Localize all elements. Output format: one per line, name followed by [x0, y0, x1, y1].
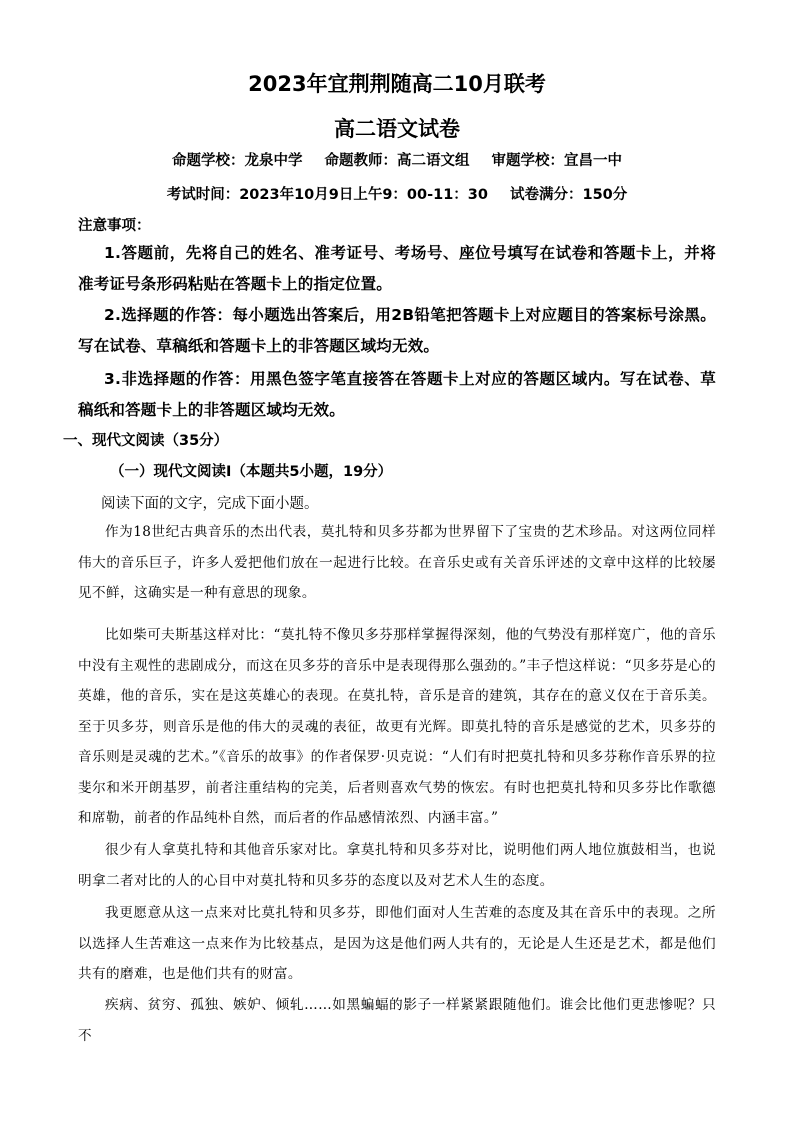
full-score: 试卷满分：150分 — [509, 187, 628, 203]
passage-paragraph: 作为18世纪古典音乐的杰出代表，莫扎特和贝多芬都为世界留下了宝贵的艺术珍品。对这两位同样伟大的音乐巨子，许多人爱把他们放在一起进行比较。在音乐史或有关音乐评述的文章中这样的比较屡见不鲜，这确实是一种有意思的现象。 — [78, 524, 716, 601]
passage-paragraph: 很少有人拿莫扎特和其他音乐家对比。拿莫扎特和贝多芬对比，说明他们两人地位旗鼓相当，也说明拿二者对比的人的心目中对莫扎特和贝多芬的态度以及对艺术人生的态度。 — [78, 842, 716, 889]
notice-item: 2.选择题的作答：每小题选出答案后，用2B铅笔把答题卡上对应题目的答案标号涂黑。写在试卷、草稿纸和答题卡上的非答题区域均无效。 — [78, 306, 716, 355]
paper-title: 高二语文试卷 — [334, 117, 460, 141]
notice-item: 1.答题前，先将自己的姓名、准考证号、考场号、座位号填写在试卷和答题卡上，并将准考证号条形码粘贴在答题卡上的指定位置。 — [78, 244, 716, 293]
notice-heading: 注意事项： — [78, 218, 151, 234]
notice-item: 3.非选择题的作答：用黑色签字笔直接答在答题卡上对应的答题区域内。写在试卷、草稿纸和答题卡上的非答题区域均无效。 — [78, 370, 716, 419]
passage-paragraph: 我更愿意从这一点来对比莫扎特和贝多芬，即他们面对人生苦难的态度及其在音乐中的表现。之所以选择人生苦难这一点来作为比较基点，是因为这是他们两人共有的，无论是人生还是艺术，都是他们共有的磨难，也是他们共有的财富。 — [78, 905, 716, 982]
exam-time-line — [0, 183, 794, 204]
exam-setters-line — [0, 149, 794, 170]
setting-teacher: 命题教师：高二语文组 — [324, 153, 470, 169]
passage-paragraph: 比如柴可夫斯基这样对比：“莫扎特不像贝多芬那样掌握得深刻，他的气势没有那样宽广，他的音乐中没有主观性的悲剧成分，而这在贝多芬的音乐中是表现得那么强劲的。”丰子恺这样说：“贝多芬是心的英雄，他的音乐，实在是这英雄心的表现。在莫扎特，音乐是音的建筑，其存在的意义仅在于音乐美。至于贝多芬，则音乐是他的伟大的灵魂的表征，故更有光辉。即莫扎特的音乐是感觉的艺术，贝多芬的音乐则是灵魂的艺术。”《音乐的故事》的作者保罗·贝克说：“人们有时把莫扎特和贝多芬称作音乐界的拉斐尔和米开朗基罗，前者注重结构的完美，后者则喜欢气势的恢宏。有时也把莫扎特和贝多芬比作歌德和席勒，前者的作品纯朴自然，而后者的作品感情浓烈、内涵丰富。” — [78, 627, 716, 826]
exam-time: 考试时间：2023年10月9日上午9：00-11：30 — [166, 187, 488, 203]
review-school: 审题学校：宜昌一中 — [491, 153, 622, 169]
passage-paragraph: 疾病、贫穷、孤独、嫉妒、倾轧……如黑蝙蝠的影子一样紧紧跟随他们。谁会比他们更悲惨呢？只不 — [78, 997, 716, 1044]
reading-instruction: 阅读下面的文字，完成下面小题。 — [101, 496, 319, 512]
setting-school: 命题学校：龙泉中学 — [172, 153, 303, 169]
section-heading: 一、现代文阅读（35分） — [63, 433, 229, 449]
exam-title: 2023年宜荆荆随高二10月联考 — [248, 72, 546, 96]
subsection-heading: （一）现代文阅读Ⅰ（本题共5小题，19分） — [110, 464, 393, 480]
